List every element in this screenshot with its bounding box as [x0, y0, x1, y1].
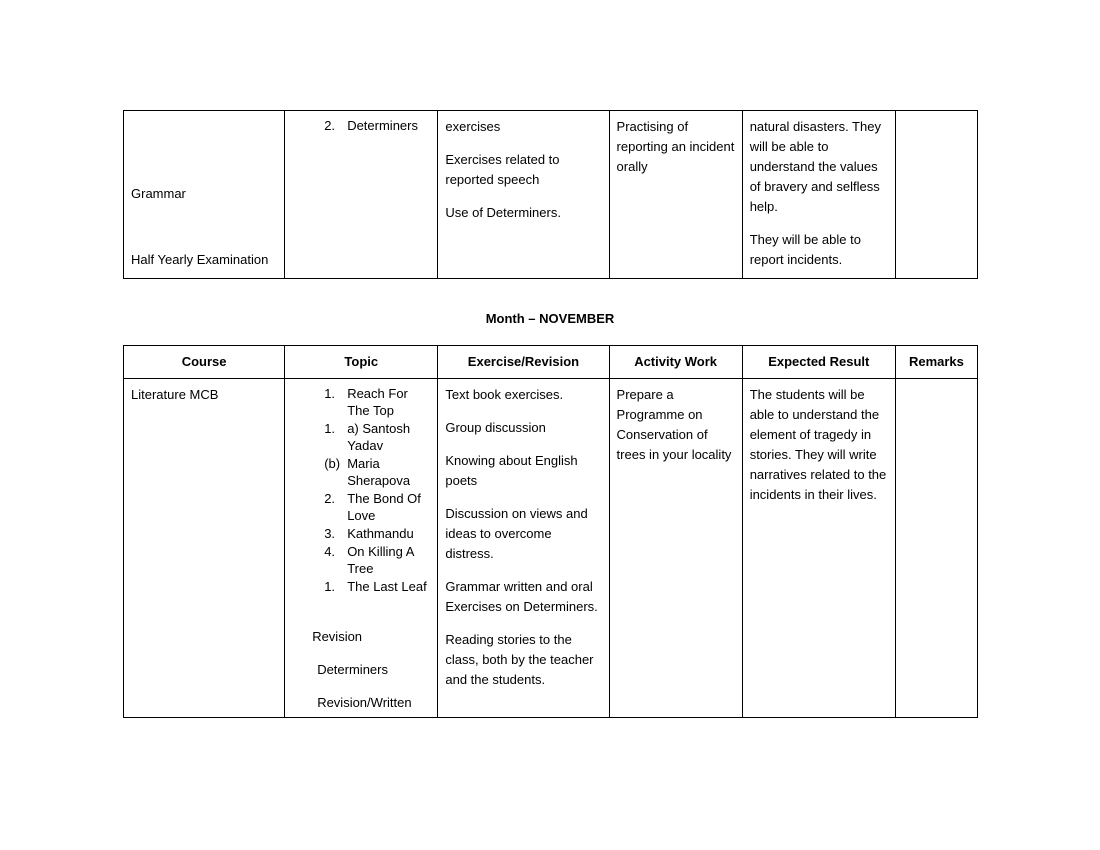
course-half-yearly-exam: Half Yearly Examination: [131, 252, 269, 267]
exercise-line: Knowing about English poets: [445, 453, 578, 488]
topic-cell: [285, 111, 438, 279]
half-yearly-table: [123, 110, 978, 279]
expected-line: They will be able to report incidents.: [749, 232, 861, 267]
topic-cell: [285, 379, 438, 718]
course-cell: Literature MCB: [124, 379, 285, 718]
exercise-line: Grammar written and oral Exercises on Determiners.: [445, 579, 598, 614]
exercise-line: Group discussion: [445, 420, 546, 435]
list-item: (b) Maria Sherapova: [324, 456, 411, 488]
list-item: 1. The Last Leaf: [324, 579, 427, 594]
expected-line: natural disasters. They will be able to understand the values of bravery and selfless help.: [749, 119, 881, 214]
list-item: 2. Determiners: [324, 118, 418, 133]
topic-list: [292, 385, 430, 595]
table-row: [124, 111, 978, 279]
header-remarks: Remarks: [895, 346, 977, 379]
list-item: 1. a) Santosh Yadav: [324, 421, 411, 453]
header-activity: Activity Work: [609, 346, 742, 379]
month-heading: Month – NOVEMBER: [485, 311, 615, 326]
exercise-cell: [438, 379, 609, 718]
remarks-cell: [895, 379, 977, 718]
list-item: 1. Reach For The Top: [324, 386, 408, 418]
header-exercise: Exercise/Revision: [438, 346, 609, 379]
header-row: [124, 346, 978, 379]
course-cell: [124, 111, 285, 279]
header-course: Course: [124, 346, 285, 379]
remarks-cell: [895, 111, 977, 279]
november-table: [123, 345, 978, 718]
expected-result-cell: The students will be able to understand the element of tragedy in stories. They will write narratives related to the incidents in their lives.: [742, 379, 895, 718]
list-item: 4. On Killing A Tree: [324, 544, 414, 576]
exercise-line: exercises: [445, 119, 501, 134]
activity-cell: [609, 111, 742, 279]
exercise-line: Use of Determiners.: [445, 205, 561, 220]
header-topic: Topic: [285, 346, 438, 379]
topic-revision-written: Revision/Written: [317, 695, 412, 710]
expected-result-cell: [742, 111, 895, 279]
table-row: [124, 379, 978, 718]
exercise-line: Exercises related to reported speech: [445, 152, 560, 187]
list-item: 3. Kathmandu: [324, 526, 414, 541]
topic-determiners: Determiners: [317, 662, 388, 677]
list-item: 2. The Bond Of Love: [324, 491, 421, 523]
topic-extra: [292, 627, 430, 713]
activity-text: Practising of reporting an incident orally: [616, 119, 735, 174]
exercise-cell: [438, 111, 609, 279]
exercise-line: Reading stories to the class, both by the teacher and the students.: [445, 632, 594, 687]
header-expected: Expected Result: [742, 346, 895, 379]
course-grammar: Grammar: [131, 186, 186, 201]
topic-revision: Revision: [312, 629, 363, 644]
exercise-line: Text book exercises.: [445, 387, 564, 402]
activity-cell: Prepare a Programme on Conservation of trees in your locality: [609, 379, 742, 718]
exercise-line: Discussion on views and ideas to overcome distress.: [445, 506, 588, 561]
